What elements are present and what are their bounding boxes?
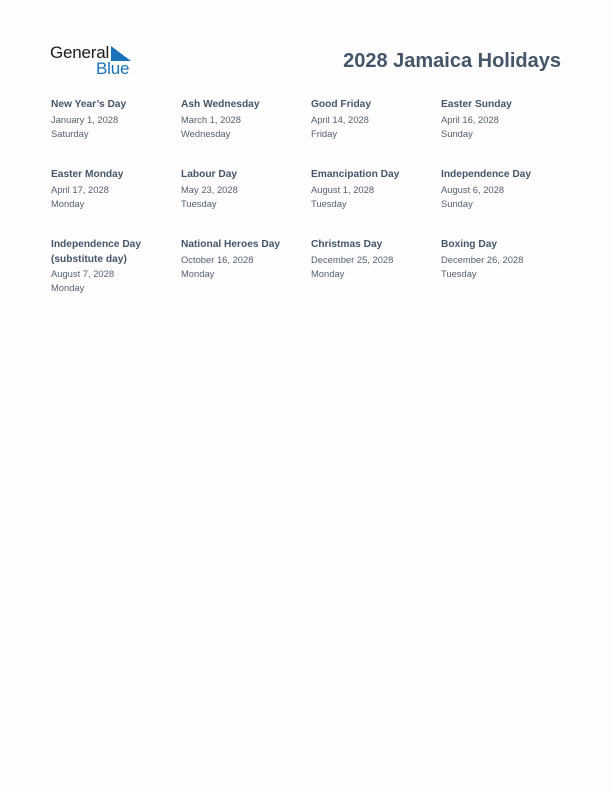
- holiday-weekday: Wednesday: [181, 127, 231, 139]
- holiday-name-line2: (substitute day): [51, 253, 127, 265]
- holiday-item: [181, 168, 306, 211]
- holiday-weekday: Tuesday: [181, 197, 217, 209]
- holiday-item: [311, 238, 436, 281]
- holiday-date: August 1, 2028: [311, 183, 375, 195]
- holiday-date: October 16, 2028: [181, 253, 254, 265]
- holiday-date: March 1, 2028: [181, 113, 241, 125]
- holiday-name: Boxing Day: [441, 239, 498, 250]
- holiday-item: [441, 168, 566, 211]
- holiday-name: Good Friday: [311, 99, 371, 110]
- holiday-weekday: Saturday: [51, 127, 89, 139]
- holiday-name: Independence Day: [441, 169, 532, 180]
- holiday-date: April 17, 2028: [51, 183, 109, 195]
- holiday-date: May 23, 2028: [181, 183, 238, 195]
- holiday-name: Emancipation Day: [311, 169, 400, 180]
- holiday-name: Easter Monday: [51, 169, 124, 180]
- holiday-item: [311, 98, 436, 141]
- brand-name-general: General: [50, 43, 110, 62]
- brand-name-blue: Blue: [96, 59, 130, 78]
- holiday-weekday: Monday: [311, 267, 345, 279]
- holiday-name: National Heroes Day: [181, 239, 281, 250]
- holiday-item: [51, 98, 176, 141]
- holiday-name: New Year’s Day: [51, 99, 127, 110]
- holiday-weekday: Friday: [311, 127, 338, 139]
- holiday-name: Independence Day: [51, 239, 142, 250]
- holiday-item: [51, 168, 176, 211]
- holiday-date: December 26, 2028: [441, 253, 524, 265]
- holiday-item: [51, 238, 176, 295]
- holiday-date: April 16, 2028: [441, 113, 499, 125]
- holiday-date: December 25, 2028: [311, 253, 394, 265]
- holiday-weekday: Monday: [51, 282, 85, 293]
- holiday-date: April 14, 2028: [311, 113, 369, 125]
- holiday-item: [441, 238, 566, 281]
- holiday-weekday: Tuesday: [311, 197, 347, 209]
- holiday-item: [311, 168, 436, 211]
- holiday-date: August 6, 2028: [441, 183, 505, 195]
- page-title: 2028 Jamaica Holidays: [343, 50, 561, 72]
- holiday-weekday: Sunday: [441, 127, 473, 139]
- brand-logo: [50, 43, 140, 79]
- holiday-name: Ash Wednesday: [181, 99, 260, 110]
- holiday-weekday: Monday: [181, 267, 215, 279]
- holiday-item: [441, 98, 566, 141]
- holiday-weekday: Sunday: [441, 197, 473, 209]
- holiday-item: [181, 238, 306, 281]
- holiday-item: [181, 98, 306, 141]
- holiday-name: Easter Sunday: [441, 99, 512, 110]
- holiday-date: January 1, 2028: [51, 113, 119, 125]
- holiday-date: August 7, 2028: [51, 268, 115, 279]
- holiday-name: Christmas Day: [311, 239, 383, 250]
- holiday-name: Labour Day: [181, 169, 238, 180]
- holiday-weekday: Monday: [51, 197, 85, 209]
- holiday-weekday: Tuesday: [441, 267, 477, 279]
